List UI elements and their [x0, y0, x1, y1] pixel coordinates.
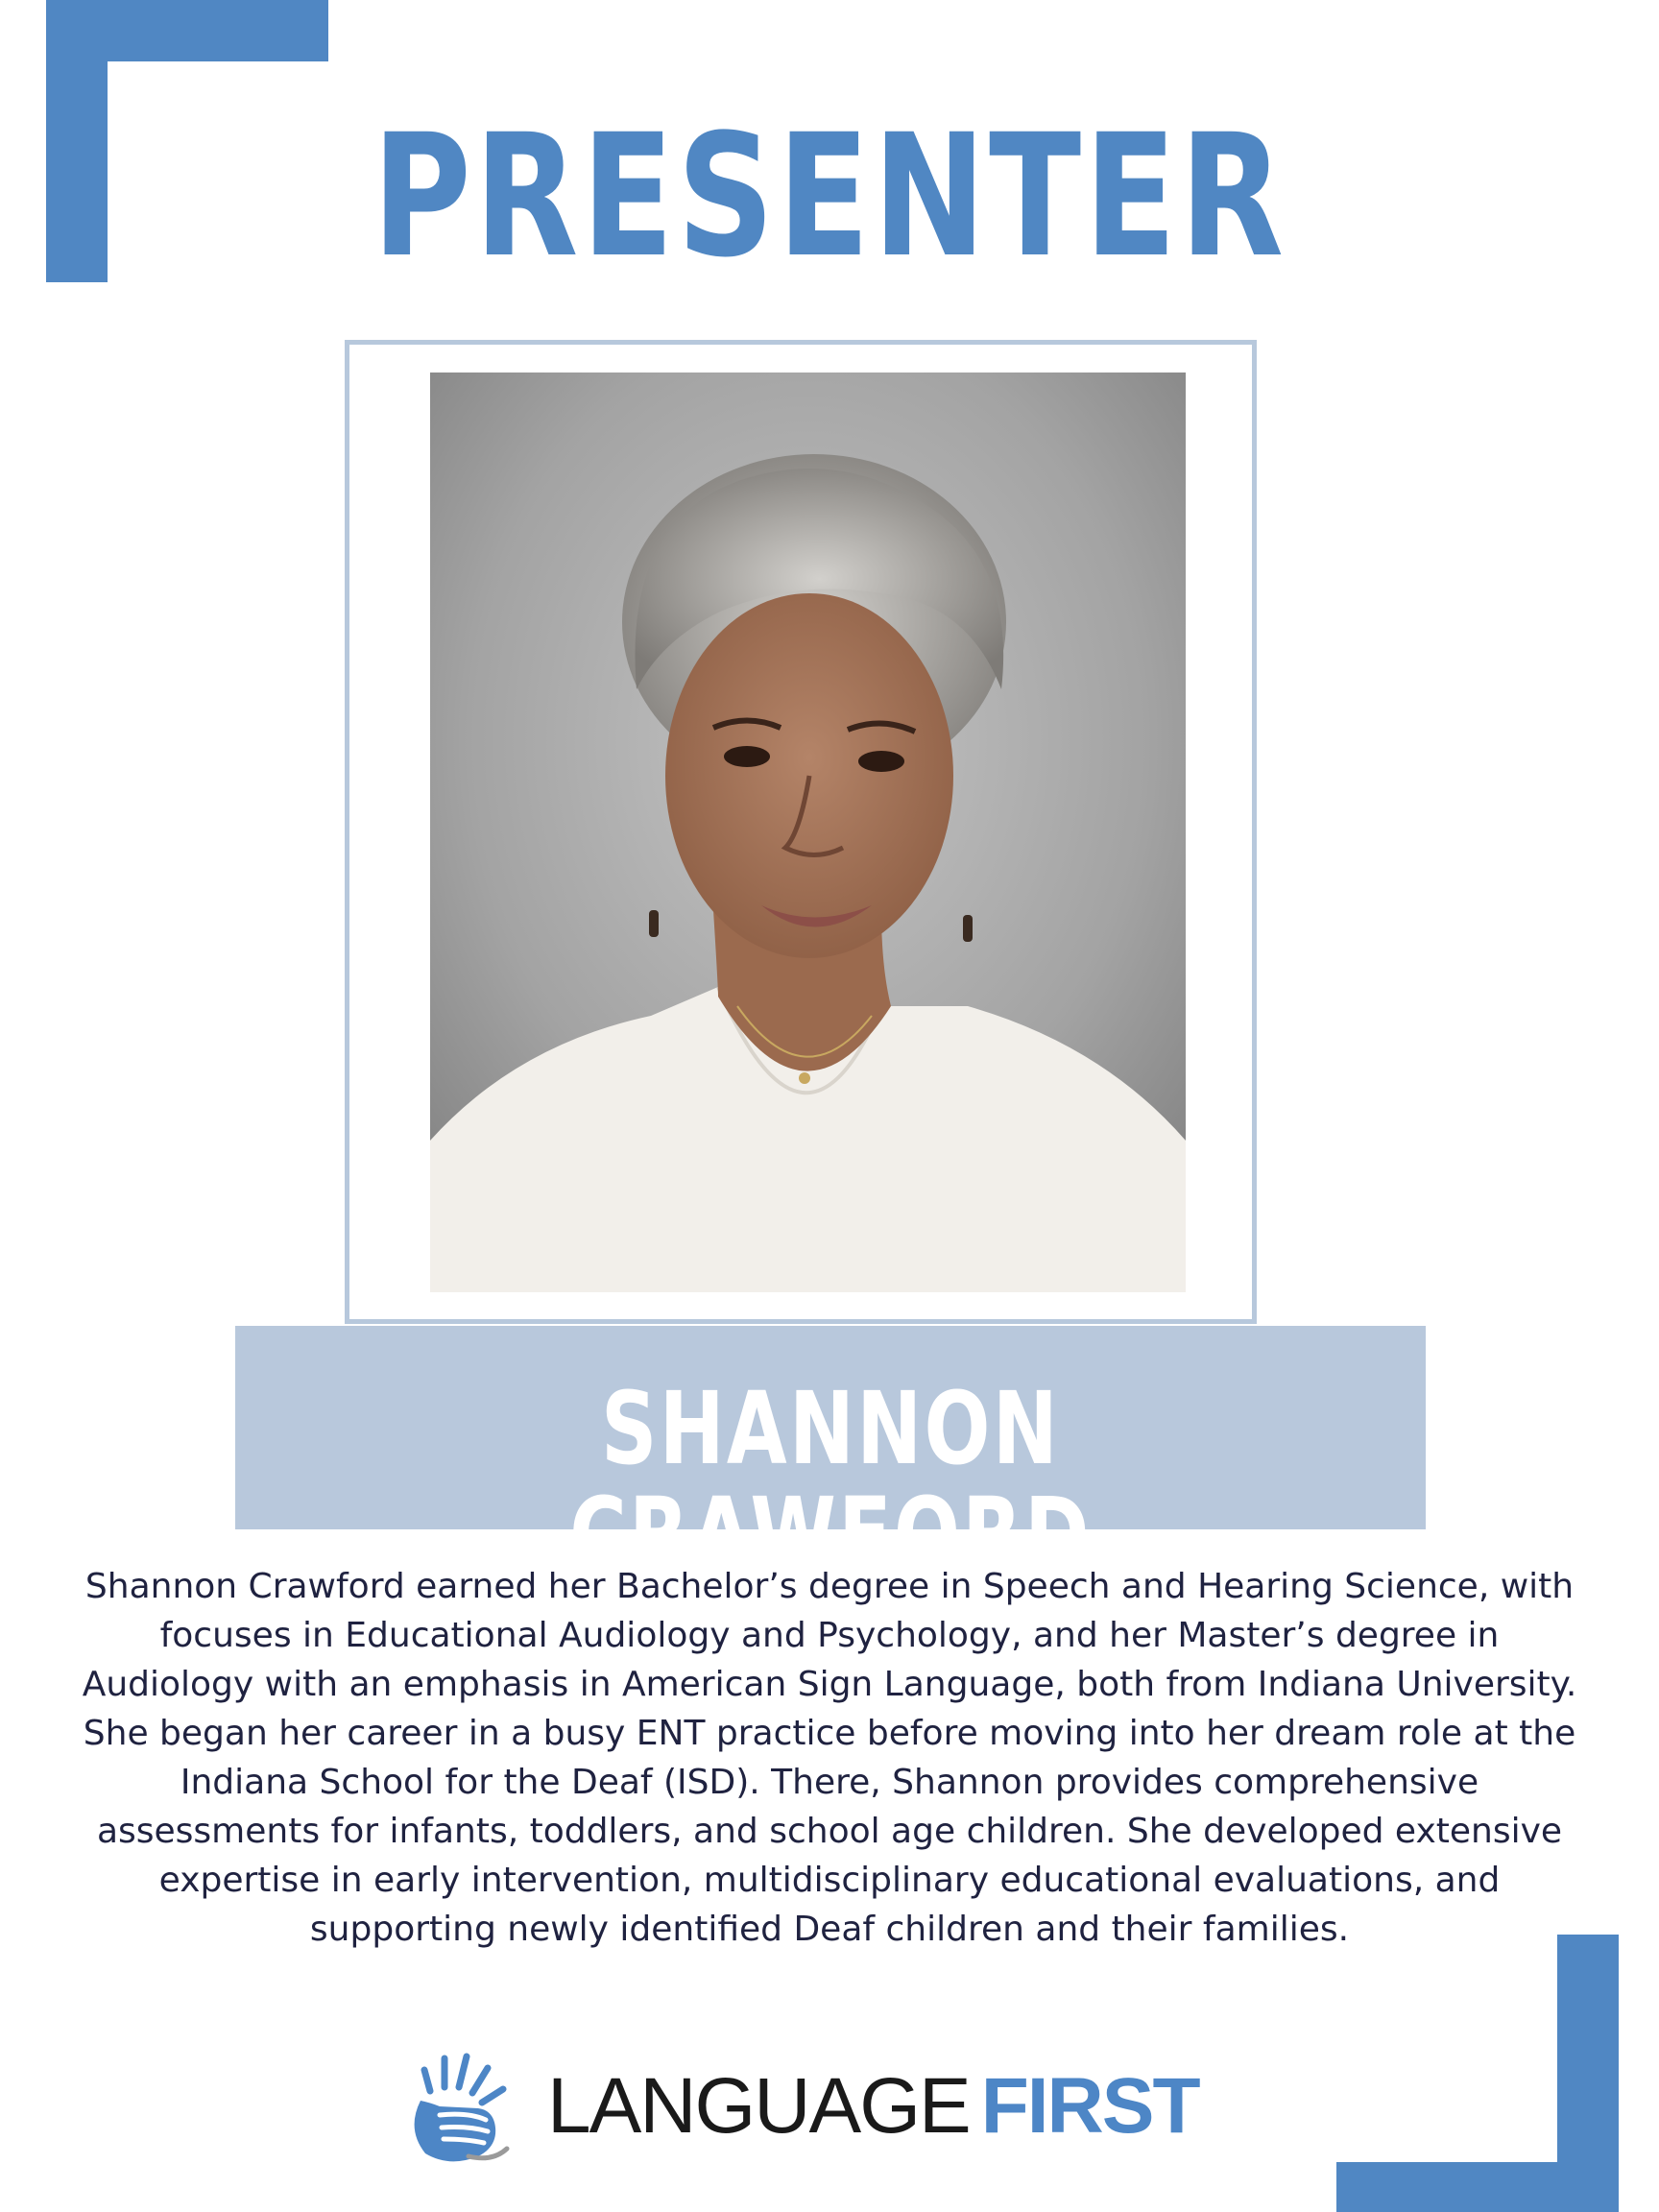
name-banner	[235, 1326, 1426, 1593]
corner-bracket-top-left-vertical	[46, 0, 108, 282]
presenter-portrait-illustration	[430, 373, 1186, 1292]
presenter-bio: Shannon Crawford earned her Bachelor’s degree in Speech and Hearing Science, with focuses in Educational Audiology and Psychology, and her Master’s degree in Audiology with an emphasis in American Sign Language, both from Indiana University. She began her career in a busy ENT practice before moving into her dream role at the Indiana School for the Deaf (ISD). There, Shannon provides comprehensive assessments for infants, toddlers, and school age children. She developed extensive expertise in early intervention, multidisciplinary educational evaluations, and supporting newly identified Deaf children and their families.	[82, 1567, 1577, 1949]
presenter-photo	[430, 373, 1186, 1292]
logo-word-language: LANGUAGE	[547, 2062, 970, 2150]
corner-bracket-bottom-right-horizontal	[1336, 2162, 1619, 2212]
logo-text	[547, 2060, 1199, 2152]
signing-hand-icon	[401, 2043, 515, 2168]
logo-word-first: FIRST	[980, 2062, 1199, 2150]
page-title: PRESENTER	[372, 98, 1287, 295]
language-first-logo	[401, 2043, 1265, 2168]
presenter-name: SHANNON CRAWFORD	[569, 1370, 1092, 1593]
